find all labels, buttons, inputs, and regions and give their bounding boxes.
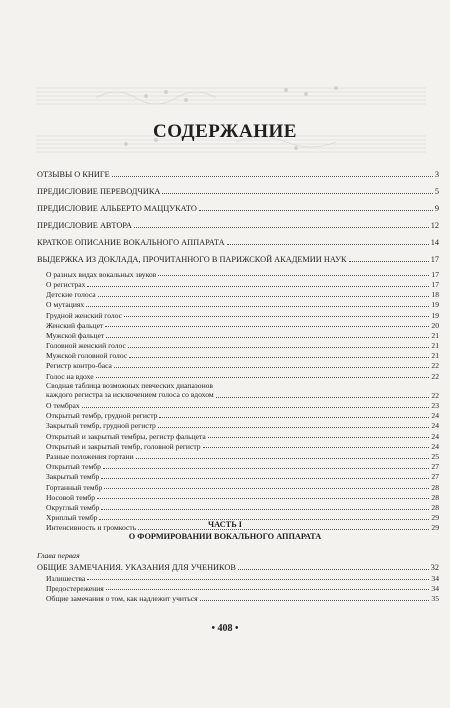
toc-entry[interactable] [37, 442, 439, 450]
dot-leader [101, 477, 429, 479]
chapter-label: Глава первая [37, 551, 80, 560]
toc-section-entry[interactable] [37, 202, 439, 213]
toc-entry[interactable] [37, 382, 439, 399]
toc-entry-page: 28 [431, 482, 439, 492]
dot-leader [158, 274, 429, 276]
toc-entry-label: О тембрах [46, 401, 80, 411]
toc-entry-label: Округлый тембр [46, 502, 100, 512]
toc-entry-label: Носовой тембр [46, 492, 96, 502]
toc-entry[interactable] [37, 331, 439, 339]
dot-leader [105, 325, 429, 327]
toc-entry-label: Мужской фальцет [46, 330, 105, 340]
toc-entry[interactable] [37, 401, 439, 409]
toc-entry-page: 28 [431, 502, 439, 512]
toc-entry[interactable] [37, 462, 439, 470]
toc-entry-page: 28 [431, 492, 439, 502]
toc-entry-page: 3 [434, 169, 439, 179]
toc-entry-page: 17 [431, 279, 439, 289]
toc-entry-page: 22 [431, 371, 439, 381]
toc-entry-page: 12 [430, 220, 439, 230]
toc-entry-label: ВЫДЕРЖКА ИЗ ДОКЛАДА, ПРОЧИТАННОГО В ПАРИЖСКОЙ АКАДЕМИИ НАУК [37, 254, 347, 264]
part-title: О ФОРМИРОВАНИИ ВОКАЛЬНОГО АППАРАТА [128, 532, 322, 541]
dot-leader [96, 376, 430, 378]
toc-entry[interactable] [37, 422, 439, 430]
dot-leader [98, 295, 430, 297]
toc-entry-label-line-1: Сводная таблица возможных певческих диапазонов [46, 381, 214, 391]
toc-entry-label: Открытый тембр, грудной регистр [46, 411, 158, 421]
toc-entry-label: Общие замечания о том, как надлежит учиться [46, 593, 198, 603]
toc-entry-label: ОБЩИЕ ЗАМЕЧАНИЯ. УКАЗАНИЯ ДЛЯ УЧЕНИКОВ [37, 562, 236, 572]
dot-leader [349, 260, 429, 262]
toc-entry-page: 24 [431, 411, 439, 421]
toc-entry-label: ПРЕДИСЛОВИЕ АВТОРА [37, 220, 132, 230]
table-of-contents [37, 168, 439, 534]
toc-entry-page: 5 [434, 186, 439, 196]
toc-entry[interactable] [37, 432, 439, 440]
chapter-contents [37, 561, 439, 604]
toc-entry[interactable] [37, 352, 439, 360]
toc-entry-label-line-2: каждого регистра за исключением голоса со вдохом [46, 389, 214, 399]
toc-entry-label: О разных видах вокальных звуков [46, 269, 157, 279]
dot-leader [134, 226, 429, 228]
toc-entry-label: Гортанный тембр [46, 482, 103, 492]
dot-leader [104, 487, 429, 489]
dot-leader [199, 209, 433, 211]
toc-entry-label: Предостережения [46, 583, 104, 593]
toc-entry-page: 27 [431, 472, 439, 482]
dot-leader [112, 175, 433, 177]
page-title: СОДЕРЖАНИЕ [153, 121, 297, 142]
toc-entry-page: 19 [431, 300, 439, 310]
toc-entry-page: 24 [431, 431, 439, 441]
dot-leader [208, 436, 430, 438]
dot-leader [162, 192, 432, 194]
toc-entry-label: Интенсивность и громкость [46, 523, 137, 533]
toc-entry[interactable] [37, 452, 439, 460]
dot-leader [114, 366, 429, 368]
dot-leader [136, 457, 430, 459]
toc-entry-label: О мутациях [46, 300, 85, 310]
toc-entry-label: Открытый тембр [46, 462, 101, 472]
dot-leader [216, 396, 430, 398]
toc-entry-label: ПРЕДИСЛОВИЕ АЛЬБЕРТО МАЦЦУКАТО [37, 203, 197, 213]
toc-entry-label: Хриплый тембр [46, 513, 98, 523]
dot-leader [101, 508, 429, 510]
toc-entry[interactable] [37, 290, 439, 298]
dot-leader [106, 588, 430, 590]
toc-entry[interactable] [37, 280, 439, 288]
toc-entry[interactable] [37, 321, 439, 329]
dot-leader [103, 467, 429, 469]
toc-entry-label: Женский фальцет [46, 320, 104, 330]
toc-entry[interactable] [37, 584, 439, 592]
dot-leader [200, 599, 430, 601]
toc-entry-label: ПРЕДИСЛОВИЕ ПЕРЕВОДЧИКА [37, 186, 161, 196]
toc-entry[interactable] [37, 594, 439, 602]
dot-leader [87, 285, 429, 287]
toc-entry-label: Закрытый тембр, грудной регистр [46, 421, 156, 431]
toc-entry-label: О регистрах [46, 279, 86, 289]
toc-entry-page: 35 [431, 593, 439, 603]
toc-section-entry[interactable] [37, 561, 439, 572]
toc-entry-label: Закрытый тембр [46, 472, 100, 482]
toc-section-entry[interactable] [37, 219, 439, 230]
toc-entry-page: 19 [431, 310, 439, 320]
toc-entry-page: 24 [431, 441, 439, 451]
toc-entry-label [46, 382, 215, 399]
dot-leader [82, 406, 430, 408]
toc-entry-label: Открытый и закрытый тембры, регистр фальцета [46, 431, 206, 441]
page-number: • 408 • [211, 623, 239, 634]
toc-entry-label: Голос на вдохе [46, 371, 94, 381]
toc-entry-label: ОТЗЫВЫ О КНИГЕ [37, 169, 110, 179]
dot-leader [129, 356, 429, 358]
toc-entry-page: 21 [431, 351, 439, 361]
toc-entry-page: 20 [431, 320, 439, 330]
dot-leader [97, 497, 429, 499]
toc-entry-label: Излишества [46, 573, 86, 583]
toc-entry[interactable] [37, 301, 439, 309]
toc-section-entry[interactable] [37, 236, 439, 247]
toc-entry[interactable] [37, 372, 439, 380]
toc-entry[interactable] [37, 473, 439, 481]
toc-entry-page: 29 [431, 513, 439, 523]
toc-entry[interactable] [37, 362, 439, 370]
toc-entry-page: 21 [431, 341, 439, 351]
dot-leader [124, 315, 429, 317]
dot-leader [227, 243, 429, 245]
toc-section-entry[interactable] [37, 185, 439, 196]
toc-entry-page: 22 [431, 361, 439, 371]
part-number: ЧАСТЬ I [208, 520, 242, 529]
toc-entry-page: 25 [431, 452, 439, 462]
dot-leader [128, 346, 430, 348]
toc-entry-page: 9 [434, 203, 439, 213]
toc-entry-page: 34 [431, 583, 439, 593]
dot-leader [86, 305, 429, 307]
toc-entry-label: Разные положения гортани [46, 452, 134, 462]
toc-entry-label: Головной женский голос [46, 341, 126, 351]
toc-entry-page: 34 [431, 573, 439, 583]
dot-leader [203, 446, 430, 448]
toc-entry[interactable] [37, 483, 439, 491]
toc-entry-page: 23 [431, 401, 439, 411]
toc-entry-label: Детские голоса [46, 290, 96, 300]
dot-leader [238, 568, 429, 570]
toc-entry[interactable] [37, 270, 439, 278]
toc-entry-page: 14 [430, 237, 439, 247]
toc-entry[interactable] [37, 411, 439, 419]
dot-leader [87, 578, 429, 580]
toc-section-entry[interactable] [37, 168, 439, 179]
toc-entry-page: 18 [431, 290, 439, 300]
dot-leader [158, 426, 430, 428]
toc-entry-page: 21 [431, 330, 439, 340]
dot-leader [106, 336, 429, 338]
toc-section-entry[interactable] [37, 253, 439, 264]
toc-entry-page: 17 [431, 269, 439, 279]
toc-entry[interactable] [37, 574, 439, 582]
toc-entry-label: Регистр контро-баса [46, 361, 112, 371]
toc-entry-page: 32 [430, 562, 439, 572]
toc-entry-page: 29 [431, 523, 439, 533]
toc-entry[interactable] [37, 311, 439, 319]
toc-entry[interactable] [37, 503, 439, 511]
toc-entry-page: 22 [431, 390, 439, 400]
dot-leader [159, 416, 429, 418]
toc-entry-label: КРАТКОЕ ОПИСАНИЕ ВОКАЛЬНОГО АППАРАТА [37, 237, 225, 247]
toc-entry[interactable] [37, 493, 439, 501]
toc-entry[interactable] [37, 341, 439, 349]
toc-entry-page: 27 [431, 462, 439, 472]
toc-entry-label: Грудной женский голос [46, 310, 123, 320]
toc-entry-label: Открытый и закрытый тембр, головной регистр [46, 441, 201, 451]
toc-entry-label: Мужской головной голос [46, 351, 128, 361]
toc-entry-page: 24 [431, 421, 439, 431]
toc-entry-page: 17 [430, 254, 439, 264]
